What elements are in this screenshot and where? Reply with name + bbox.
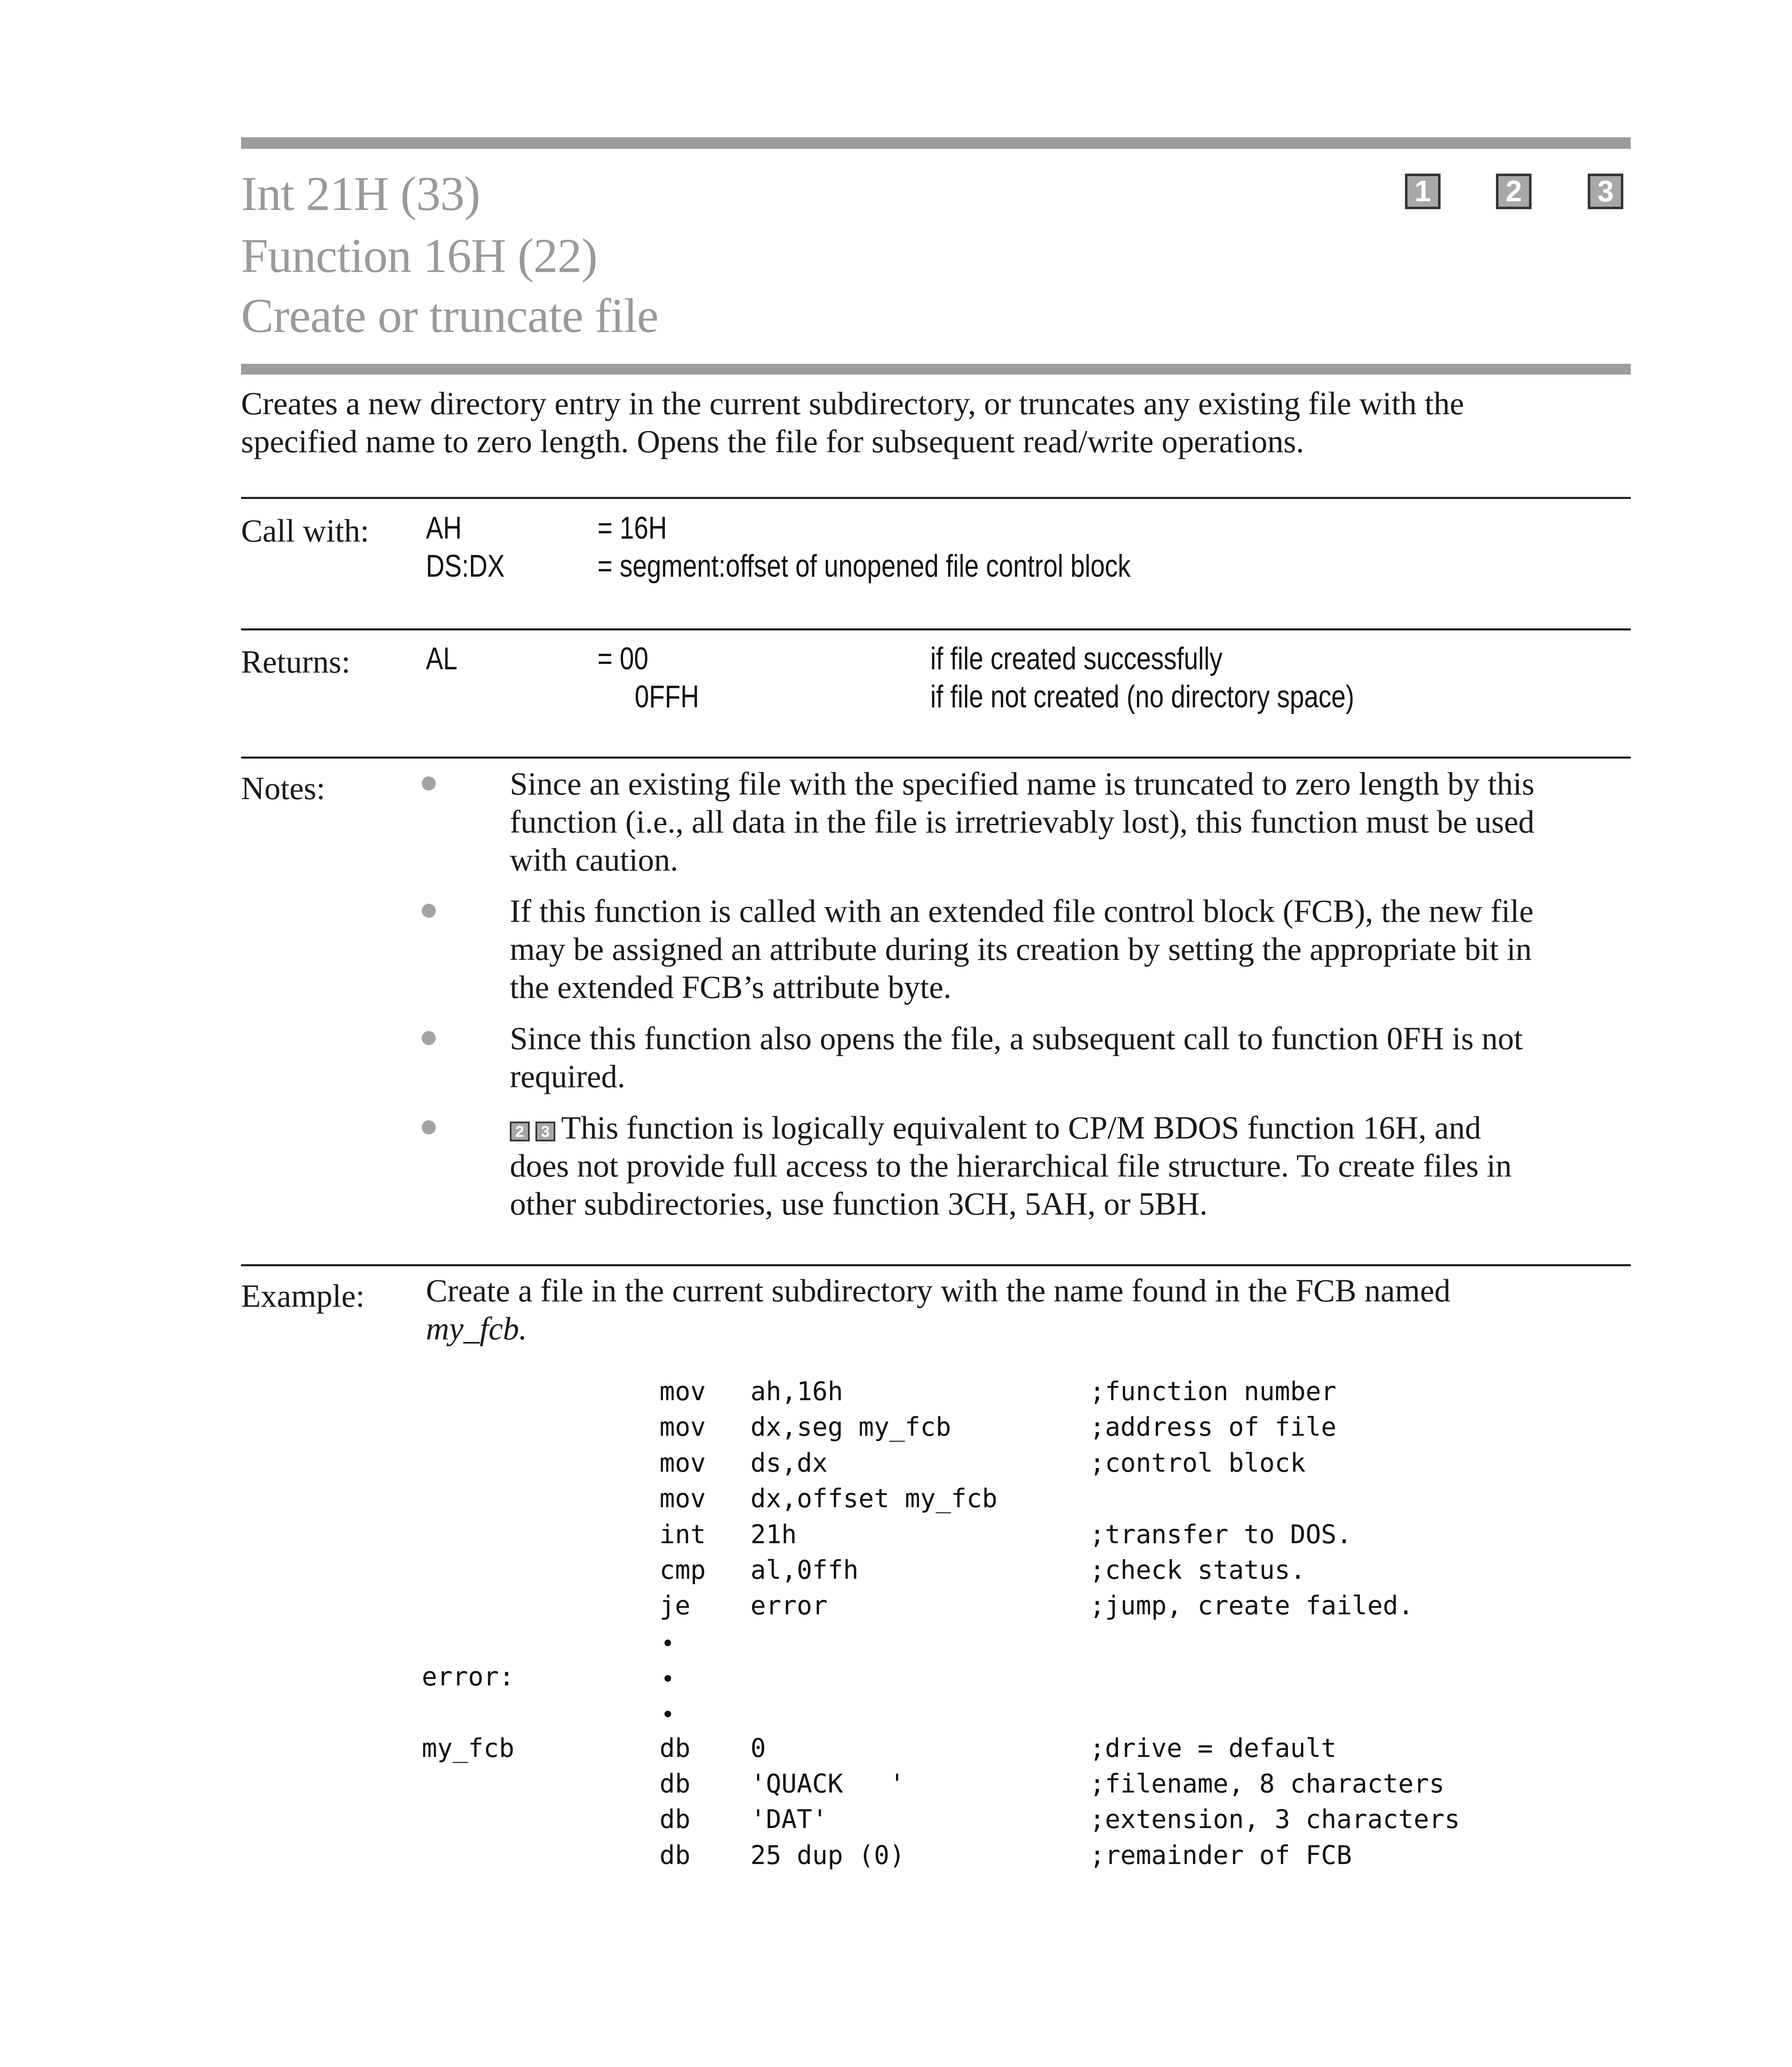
call-value: = 16H	[597, 511, 667, 546]
title-function: Function 16H (22)	[241, 229, 597, 283]
version-badge-2: 2	[510, 1122, 530, 1141]
call-with-label: Call with:	[241, 513, 369, 549]
description-line: specified name to zero length. Opens the file for subsequent read/write operations.	[241, 423, 1304, 459]
ellipsis-dot	[664, 1675, 671, 1682]
code-comment: ;control block	[1090, 1448, 1306, 1478]
code-arg: 'DAT'	[750, 1804, 828, 1834]
code-arg: al,0ffh	[750, 1555, 859, 1585]
note-line: other subdirectories, use function 3CH, 5AH, or 5BH.	[510, 1186, 1208, 1222]
code-comment: ;address of file	[1090, 1412, 1337, 1442]
note-line: with caution.	[510, 842, 679, 878]
section-rule	[241, 497, 1631, 499]
code-comment: ;remainder of FCB	[1090, 1840, 1352, 1870]
code-comment: ;filename, 8 characters	[1090, 1769, 1445, 1799]
note-bullet	[422, 904, 436, 918]
call-register: AH	[426, 511, 462, 546]
code-arg: 'QUACK '	[750, 1769, 905, 1799]
note-line: Since this function also opens the file, a subsequent call to function 0FH is not	[510, 1020, 1523, 1056]
code-arg: dx,seg my_fcb	[750, 1412, 951, 1442]
description	[241, 384, 1639, 461]
version-badge-1: 1	[1405, 174, 1441, 209]
returns-desc: if file created successfully	[930, 641, 1223, 676]
code-op: db	[659, 1804, 691, 1834]
version-badge-2: 2	[1496, 174, 1532, 209]
code-arg: dx,offset my_fcb	[750, 1483, 998, 1513]
note-item	[510, 892, 1634, 1006]
version-badge-3: 3	[1588, 174, 1623, 209]
code-arg: ds,dx	[750, 1448, 828, 1478]
code-op: mov	[659, 1483, 706, 1513]
code-arg: error	[750, 1590, 828, 1621]
note-line: Since an existing file with the specified name is truncated to zero length by this	[510, 766, 1534, 802]
note-line: does not provide full access to the hierarchical file structure. To create files in	[510, 1148, 1512, 1184]
note-bullet	[422, 1120, 436, 1134]
section-rule	[241, 628, 1631, 630]
note-line: the extended FCB’s attribute byte.	[510, 969, 951, 1005]
call-value: = segment:offset of unopened file control block	[597, 549, 1131, 584]
code-arg: 21h	[750, 1519, 797, 1549]
note-bullet	[422, 1031, 436, 1045]
returns-register: AL	[426, 641, 458, 676]
code-op: mov	[659, 1412, 706, 1442]
code-op: cmp	[659, 1555, 706, 1585]
code-comment: ;function number	[1090, 1376, 1337, 1406]
returns-label: Returns:	[241, 644, 351, 680]
code-op: mov	[659, 1448, 706, 1478]
note-line: required.	[510, 1058, 626, 1094]
note-line: This function is logically equivalent to CP/M BDOS function 16H, and	[561, 1110, 1481, 1146]
example-description	[426, 1272, 1633, 1348]
code-label: my_fcb	[422, 1733, 514, 1763]
code-comment: ;extension, 3 characters	[1090, 1804, 1460, 1834]
description-line: Creates a new directory entry in the current subdirectory, or truncates any existing file with the	[241, 385, 1464, 421]
example-fcb-name: my_fcb.	[426, 1310, 527, 1346]
example-line: Create a file in the current subdirectory with the name found in the FCB named	[426, 1272, 1450, 1308]
header-top-rule	[241, 137, 1631, 149]
note-bullet	[422, 776, 436, 790]
code-op: db	[659, 1840, 691, 1870]
version-badge-3: 3	[535, 1122, 555, 1141]
title-description: Create or truncate file	[241, 289, 658, 343]
code-arg: 25 dup (0)	[750, 1840, 905, 1870]
note-item	[510, 1019, 1634, 1096]
ellipsis-dot	[664, 1711, 671, 1717]
returns-value: = 00	[597, 641, 649, 676]
section-rule	[241, 1264, 1631, 1266]
note-line: may be assigned an attribute during its creation by setting the appropriate bit in	[510, 931, 1532, 967]
note-item	[510, 1109, 1634, 1223]
code-op: je	[659, 1590, 691, 1621]
code-op: mov	[659, 1376, 706, 1406]
returns-desc: if file not created (no directory space)	[930, 679, 1355, 714]
example-label: Example:	[241, 1278, 365, 1314]
title-interrupt: Int 21H (33)	[241, 167, 480, 221]
section-rule	[241, 757, 1631, 759]
code-arg: 0	[750, 1733, 766, 1763]
code-arg: ah,16h	[750, 1376, 843, 1406]
header-bottom-rule	[241, 364, 1631, 375]
notes-label: Notes:	[241, 770, 325, 806]
code-label: error:	[422, 1661, 514, 1692]
code-comment: ;check status.	[1090, 1555, 1306, 1585]
note-item	[510, 765, 1634, 879]
ellipsis-dot	[664, 1640, 671, 1646]
code-op: db	[659, 1733, 691, 1763]
code-comment: ;jump, create failed.	[1090, 1590, 1414, 1621]
code-op: int	[659, 1519, 706, 1549]
code-comment: ;drive = default	[1090, 1733, 1337, 1763]
call-register: DS:DX	[426, 549, 505, 584]
note-line: If this function is called with an extended file control block (FCB), the new file	[510, 893, 1534, 929]
code-comment: ;transfer to DOS.	[1090, 1519, 1352, 1549]
code-op: db	[659, 1769, 691, 1799]
note-line: function (i.e., all data in the file is irretrievably lost), this function must be used	[510, 804, 1535, 840]
returns-value: 0FFH	[635, 679, 699, 714]
